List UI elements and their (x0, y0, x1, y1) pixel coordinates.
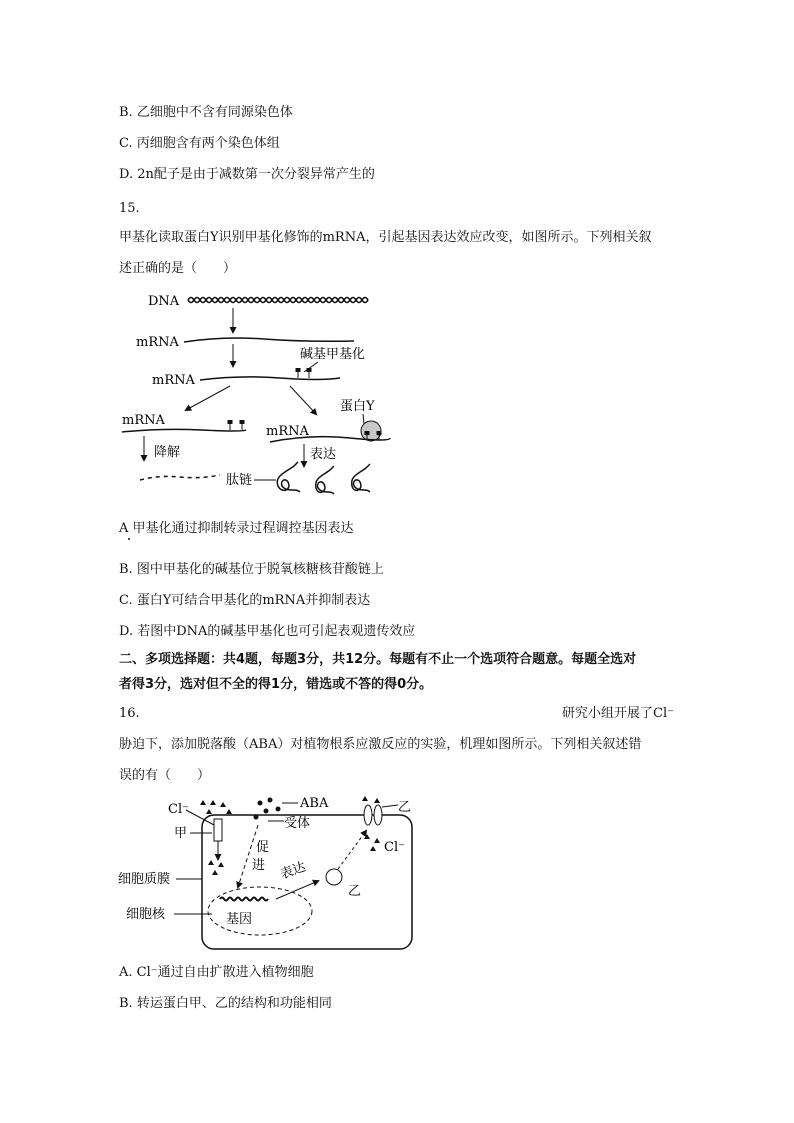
aba-label: ABA (300, 796, 329, 811)
membrane-label: 细胞质膜 (118, 872, 171, 887)
q16-option-b: B. 转运蛋白甲、乙的结构和功能相同 (119, 996, 332, 1011)
promote-label-1: 促 (256, 840, 270, 855)
mark-dot (128, 538, 130, 540)
dna-label: DNA (148, 294, 180, 309)
question-15-number: 15. (119, 201, 140, 216)
mrna-label-3: mRNA (122, 413, 165, 428)
yi-label-2: 乙 (348, 884, 362, 899)
question-15-stem: 甲基化读取蛋白Y识别甲基化修饰的mRNA，引起基因表达效应改变，如图所示。下列相关叙 (119, 230, 652, 245)
section-2-header-cont: 者得3分，选对但不全的得1分，错选或不答的得0分。 (119, 677, 433, 692)
express-label: 表达 (310, 447, 337, 462)
protein-y-label: 蛋白Y (340, 399, 375, 414)
aba-molecules (254, 798, 281, 820)
mrna-label-4: mRNA (266, 424, 309, 439)
question-15-stem-cont: 述正确的是（ ） (119, 261, 237, 276)
mrna-label-2: mRNA (152, 373, 195, 388)
cell-outline (202, 815, 412, 949)
question-16-number: 16. (119, 706, 140, 721)
yi-label: 乙 (398, 800, 412, 815)
cl-label: Cl⁻ (168, 802, 189, 817)
gene-label: 基因 (226, 912, 253, 927)
q16-option-a: A. Cl⁻通过自由扩散进入植物细胞 (119, 965, 314, 980)
mrna-label-1: mRNA (136, 335, 179, 350)
question-16-stem-start: 研究小组开展了Cl⁻ (562, 706, 674, 721)
methylation-label: 碱基甲基化 (300, 347, 366, 362)
q15-option-c: C. 蛋白Y可结合甲基化的mRNA并抑制表达 (119, 593, 371, 608)
receptor-label: 受体 (284, 816, 311, 831)
peptide-chain-2 (316, 466, 334, 494)
promote-label-2: 进 (252, 858, 266, 873)
q15-option-d: D. 若图中DNA的碱基甲基化也可引起表观遗传效应 (119, 624, 416, 639)
aba-mechanism-figure (118, 795, 418, 955)
question-16-stem-end: 误的有（ ） (119, 768, 211, 783)
option-b: B. 乙细胞中不含有同源染色体 (119, 105, 293, 120)
cl-label-2: Cl⁻ (384, 840, 405, 855)
express-label-2: 表达 (278, 859, 308, 883)
option-d: D. 2n配子是由于减数第一次分裂异常产生的 (119, 167, 375, 182)
peptide-chain-3 (352, 464, 370, 492)
q15-option-b: B. 图中甲基化的碱基位于脱氧核糖核苷酸链上 (119, 562, 384, 577)
section-2-header: 二、多项选择题：共4题，每题3分，共12分。每题有不止一个选项符合题意。每题全选对 (119, 652, 637, 667)
option-c: C. 丙细胞含有两个染色体组 (119, 136, 280, 151)
gene-helix (220, 898, 268, 901)
jia-label: 甲 (174, 826, 188, 841)
degrade-label: 降解 (154, 445, 181, 460)
transporter-jia (214, 819, 222, 841)
methylation-figure (118, 284, 408, 502)
nucleus-label: 细胞核 (126, 907, 166, 922)
nucleus (208, 887, 312, 935)
question-16-stem: 胁迫下，添加脱落酸（ABA）对植物根系应激反应的实验，机理如图所示。下列相关叙述错 (119, 737, 642, 752)
q15-option-a: A 甲基化通过抑制转录过程调控基因表达 (119, 521, 354, 536)
peptide-label: 肽链 (226, 473, 253, 488)
peptide-chain-1 (277, 462, 300, 492)
cl-ions-outside (200, 800, 232, 814)
